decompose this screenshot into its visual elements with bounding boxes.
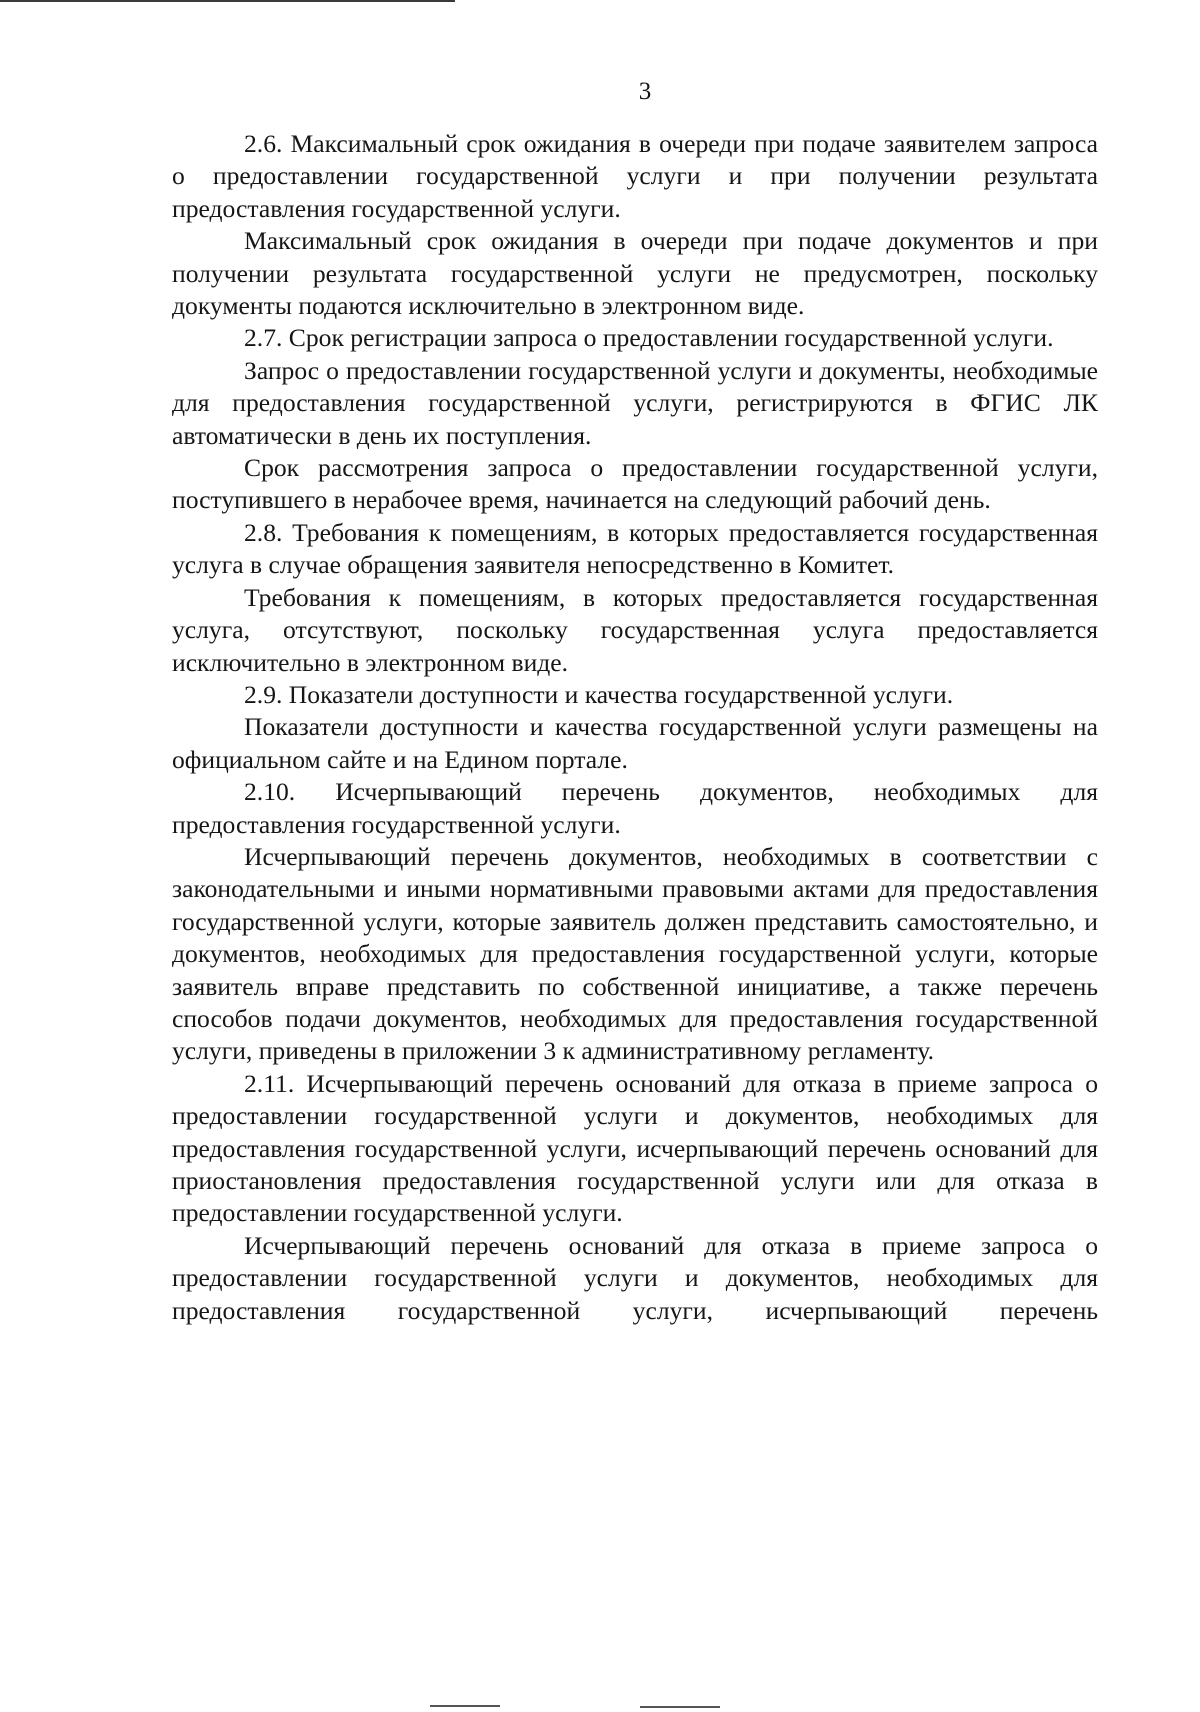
document-body xyxy=(172,128,1098,1327)
scan-artifact xyxy=(430,1705,500,1707)
paragraph-2-9-text: Показатели доступности и качества государственной услуги размещены на официальном сайте и на Едином портале. xyxy=(172,712,1098,774)
paragraph-2-10-heading: 2.10. Исчерпывающий перечень документов, необходимых для предоставления государственной услуги. xyxy=(172,777,1098,839)
page-number: 3 xyxy=(638,78,652,105)
paragraph-2-7-text-2: Срок рассмотрения запроса о предоставлении государственной услуги, поступившего в нерабочее время, начинается на следующий рабочий день. xyxy=(172,453,1098,515)
paragraph-2-11-heading: 2.11. Исчерпывающий перечень оснований для отказа в приеме запроса о предоставлении государственной услуги и документов, необходимых для предоставления государственной услуги, исчерпывающий перечень оснований для приостановления предоставления государственной услуги или для отказа в предоставлении государственной услуги. xyxy=(172,1068,1098,1228)
paragraph-2-8-heading: 2.8. Требования к помещениям, в которых предоставляется государственная услуга в случае обращения заявителя непосредственно в Комитет. xyxy=(172,517,1098,580)
paragraph-2-10-text: Исчерпывающий перечень документов, необходимых в соответствии с законодательными и иными нормативными правовыми актами для предоставления государственной услуги, которые заявитель должен представить самостоятельно, и документов, необходимых для предоставления государственной услуги, которые заявитель вправе представить по собственной инициативе, а также перечень способов подачи документов, необходимых для предоставления государственной услуги, приведены в приложении 3 к административному регламенту. xyxy=(172,841,1098,1066)
paragraph-2-11-text: Исчерпывающий перечень оснований для отказа в приеме запроса о предоставлении государственной услуги и документов, необходимых для предоставления государственной услуги, исчерпывающий перечень xyxy=(172,1230,1098,1325)
paragraph-2-8-text: Требования к помещениям, в которых предоставляется государственная услуга, отсутствуют, поскольку государственная услуга предоставляется исключительно в электронном виде. xyxy=(172,582,1098,677)
paragraph-2-7-heading: 2.7. Срок регистрации запроса о предоставлении государственной услуги. xyxy=(244,323,1054,353)
paragraph-2-9-heading: 2.9. Показатели доступности и качества государственной услуги. xyxy=(244,679,954,709)
paragraph-2-6-text: Максимальный срок ожидания в очереди при подаче документов и при получении результата государственной услуги не предусмотрен, поскольку документы подаются исключительно в электронном виде. xyxy=(172,226,1098,321)
scan-artifact xyxy=(640,1706,720,1708)
paragraph-2-7-text-1: Запрос о предоставлении государственной услуги и документы, необходимые для предоставления государственной услуги, регистрируются в ФГИС ЛК автоматически в день их поступления. xyxy=(172,355,1098,450)
scan-edge-line xyxy=(0,0,455,2)
paragraph-2-6-heading: 2.6. Максимальный срок ожидания в очереди при подаче заявителем запроса о предоставлении государственной услуги и при получении результата предоставления государственной услуги. xyxy=(172,129,1098,223)
